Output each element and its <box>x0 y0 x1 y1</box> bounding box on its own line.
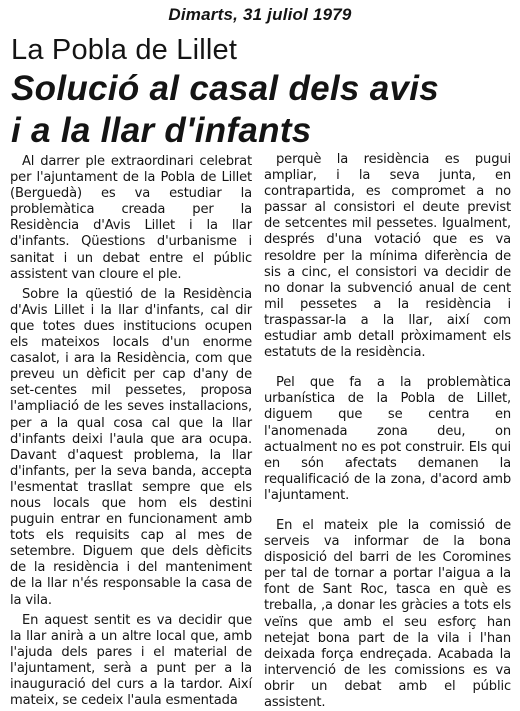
article-headline <box>11 68 516 152</box>
paragraph: En aquest sentit es va decidir que la llar anirà a un altre local que, amb l'ajuda dels pares i el material de l'ajuntament, serà a punt per a la inauguració del curs a la tardor. Així mateix, se cedeix l'aula esmentada <box>10 612 252 709</box>
paragraph: perquè la residència es pugui ampliar, i la seva junta, en contrapartida, es compromet a no passar al consistori el deute previst de setcentes mil pessetes. Igualment, després d'una votació que es va resoldre per la mínima diferència de sis a cinc, el consistori va decidir de no donar la subvenció anual de cent mil pessetes a la residència i traspassar-la a la llar, així com estudiar amb detall pròximament els estatuts de la residència. <box>264 152 511 361</box>
article-kicker: La Pobla de Lillet <box>11 34 238 66</box>
article-column-right <box>264 152 511 711</box>
headline-line-2: i a la llar d'infants <box>11 111 312 150</box>
paragraph: En el mateix ple la comissió de serveis va informar de la bona disposició del barri de les Coromines per tal de tornar a portar l'aigua a la font de Sant Roc, tasca en què es treballa, ,a donar les gràcies a tots els veïns que amb el seu esforç han netejat bona part de la vila i l'han deixada força endreçada. Acabada la intervenció de les comissions es va obrir un debat amb el públic assistent. <box>264 517 511 710</box>
headline-line-1: Solució al casal dels avis <box>11 69 440 108</box>
paragraph: Pel que fa a la problemàtica urbanística de la Pobla de Lillet, diguem que se centra en l'anomenada zona deu, on actualment no es pot construir. Els qui en són afectats demanen la requalificació de la zona, d'acord amb l'ajuntament. <box>264 375 511 503</box>
paragraph: Al darrer ple extraordinari celebrat per l'ajuntament de la Pobla de Lillet (Berguedà) es va estudiar la problemàtica creada per la Residència d'Avis Lillet i la llar d'infants. Qüestions d'urbanisme i sanitat i un debat entre el públic assistent van cloure el ple. <box>10 154 252 282</box>
article-column-left <box>10 154 252 709</box>
publication-date: Dimarts, 31 juliol 1979 <box>168 5 352 24</box>
paragraph: Sobre la qüestió de la Residència d'Avis Lillet i la llar d'infants, cal dir que totes dues institucions ocupen els mateixos locals d'un enorme casalot, i ara la Residència, com que preveu un dèficit per cap d'any de set-centes mil pessetes, proposa l'ampliació de les seves installacions, per a la qual cosa cal que la llar d'infants deixi l'aula que ara ocupa. Davant d'aquest problema, la llar d'infants, per la seva banda, accepta l'esmentat trasllat sempre que els nous locals que hom els destini puguin entrar en funcionament amb tots els requisits cap al mes de setembre. Diguem que dels dèficits de la residència i del manteniment de la llar n'és responsable la casa de la vila. <box>10 286 252 608</box>
